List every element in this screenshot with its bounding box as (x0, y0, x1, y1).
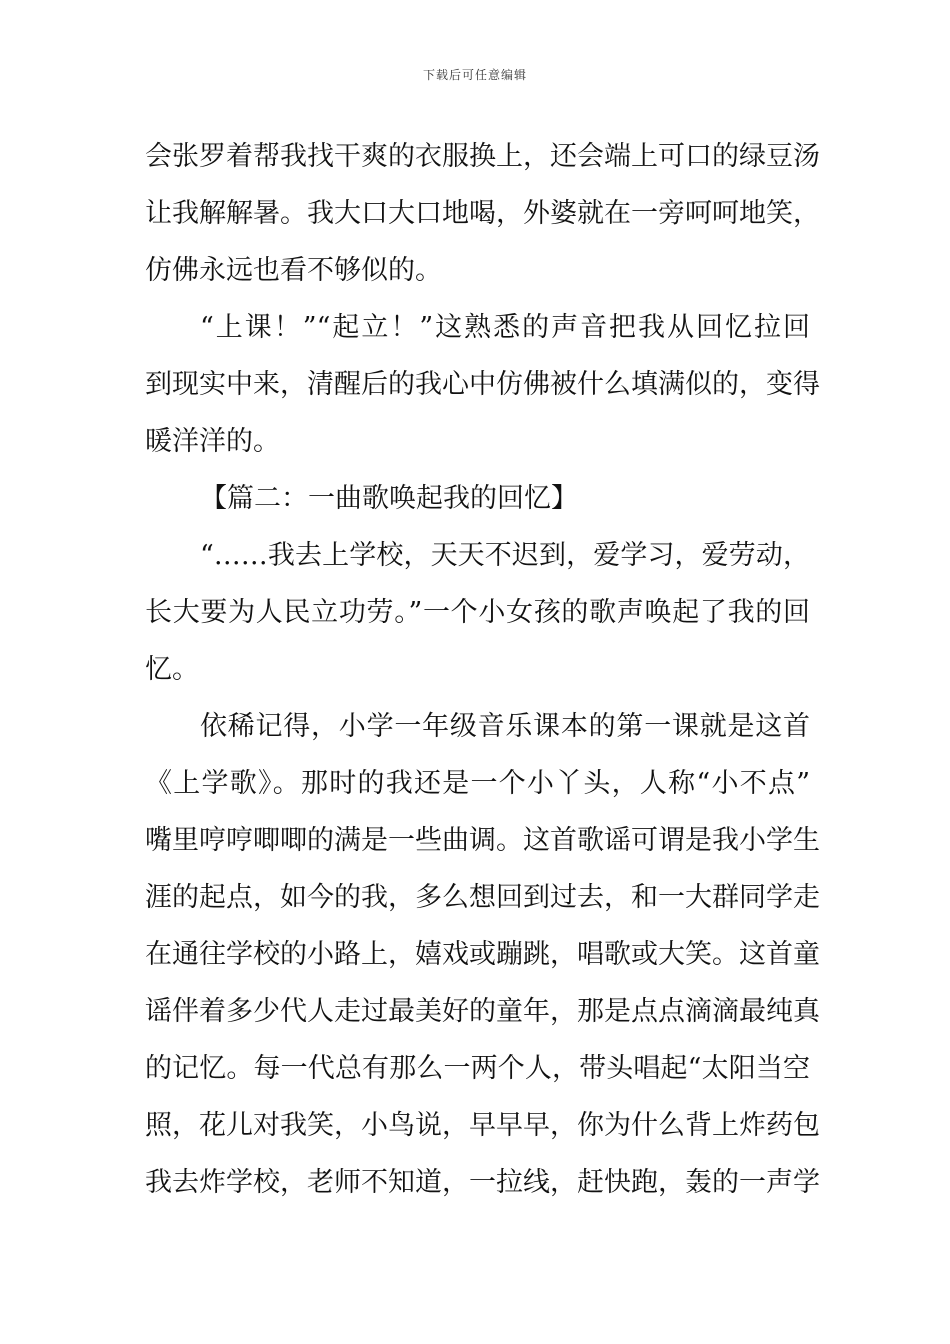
text-line: 长大要为人民立功劳。”一个小女孩的歌声唤起了我的回 (145, 597, 810, 628)
text-line: 依稀记得，小学一年级音乐课本的第一课就是这首 (200, 711, 810, 742)
text-line: 让我解解暑。我大口大口地喝，外婆就在一旁呵呵地笑， (145, 198, 820, 229)
text-line: 暖洋洋的。 (145, 426, 280, 457)
text-line: 的记忆。每一代总有那么一两个人，带头唱起“太阳当空 (145, 1053, 810, 1084)
text-line: 到现实中来，清醒后的我心中仿佛被什么填满似的，变得 (145, 369, 820, 400)
text-line: 仿佛永远也看不够似的。 (145, 255, 442, 286)
text-line: 涯的起点，如今的我，多么想回到过去，和一大群同学走 (145, 882, 820, 913)
document-body (145, 128, 820, 1211)
text-line: 照，花儿对我笑，小鸟说，早早早，你为什么背上炸药包 (145, 1110, 820, 1141)
text-line: “上课！”“起立！”这熟悉的声音把我从回忆拉回 (200, 312, 810, 343)
page-header: 下载后可任意编辑 (422, 68, 527, 82)
text-line: 谣伴着多少代人走过最美好的童年，那是点点滴滴最纯真 (145, 996, 820, 1027)
text-line: 嘴里哼哼唧唧的满是一些曲调。这首歌谣可谓是我小学生 (145, 825, 820, 856)
text-line: 《上学歌》。那时的我还是一个小丫头，人称“小不点” (145, 768, 810, 799)
text-line: 在通往学校的小路上，嬉戏或蹦跳，唱歌或大笑。这首童 (145, 939, 820, 970)
text-line: 我去炸学校，老师不知道，一拉线，赶快跑，轰的一声学 (145, 1167, 820, 1198)
text-line: 忆。 (145, 654, 199, 685)
text-line: “……我去上学校，天天不迟到，爱学习，爱劳动， (200, 540, 810, 571)
section-heading: 【篇二：一曲歌唤起我的回忆】 (200, 483, 578, 514)
text-line: 会张罗着帮我找干爽的衣服换上，还会端上可口的绿豆汤 (145, 141, 820, 172)
